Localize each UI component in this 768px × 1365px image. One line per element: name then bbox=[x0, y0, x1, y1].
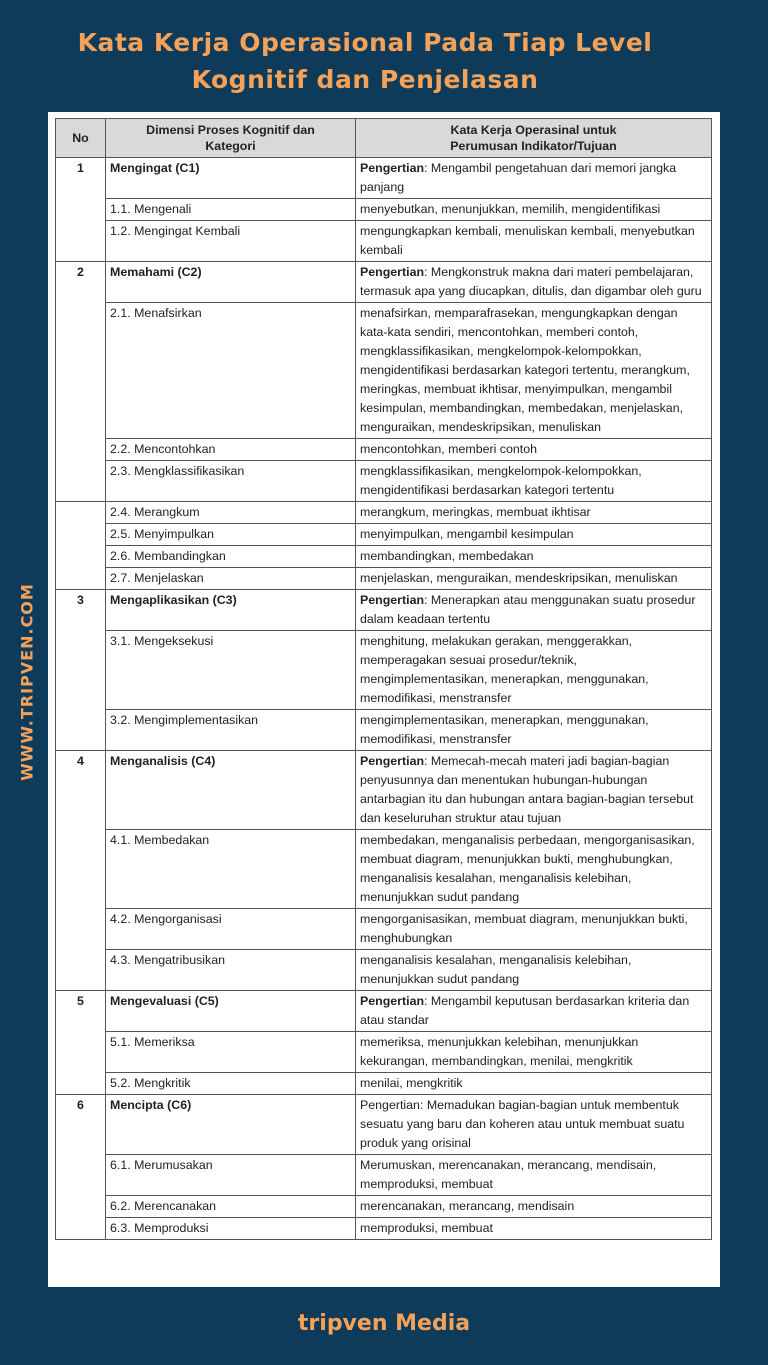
table-row bbox=[56, 262, 712, 303]
table-row bbox=[56, 1032, 712, 1073]
header-kata-line2: Perumusan Indikator/Tujuan bbox=[450, 139, 617, 153]
row-number-empty bbox=[56, 1155, 106, 1196]
table-row bbox=[56, 590, 712, 631]
category-cell: 2.1. Menafsirkan bbox=[106, 303, 356, 439]
level-name: Menganalisis (C4) bbox=[106, 751, 356, 830]
table-row bbox=[56, 568, 712, 590]
verbs-cell: menghitung, melakukan gerakan, menggerakkan, memperagakan sesuai prosedur/teknik, mengimplementasikan, menerapkan, menggunakan, memodifikasi, menstransfer bbox=[356, 631, 712, 710]
pengertian-label: Pengertian bbox=[360, 161, 425, 175]
row-number-empty bbox=[56, 524, 106, 546]
verbs-cell: merencanakan, merancang, mendisain bbox=[356, 1196, 712, 1218]
row-number-empty bbox=[56, 710, 106, 751]
level-name: Mengevaluasi (C5) bbox=[106, 991, 356, 1032]
pengertian-text: : Mengambil keputusan berdasarkan kriteria dan atau standar bbox=[360, 994, 690, 1027]
verbs-cell: mengimplementasikan, menerapkan, menggunakan, memodifikasi, menstransfer bbox=[356, 710, 712, 751]
table-row bbox=[56, 546, 712, 568]
row-number: 3 bbox=[56, 590, 106, 631]
title-line-1: Kata Kerja Operasional Pada Tiap Level bbox=[77, 28, 653, 57]
row-number: 2 bbox=[56, 262, 106, 303]
verbs-cell: Merumuskan, merencanakan, merancang, mendisain, memproduksi, membuat bbox=[356, 1155, 712, 1196]
level-name: Mengingat (C1) bbox=[106, 158, 356, 199]
header-dimensi-line2: Kategori bbox=[205, 139, 256, 153]
verbs-cell: mencontohkan, memberi contoh bbox=[356, 439, 712, 461]
category-cell: 1.1. Mengenali bbox=[106, 199, 356, 221]
row-number-empty bbox=[56, 199, 106, 221]
header-dimensi bbox=[106, 119, 356, 158]
table-row bbox=[56, 439, 712, 461]
table-row bbox=[56, 1073, 712, 1095]
pengertian-cell: Pengertian: Memadukan bagian-bagian untuk membentuk sesuatu yang baru dan koheren atau untuk membuat suatu produk yang orisinal bbox=[356, 1095, 712, 1155]
table-row bbox=[56, 909, 712, 950]
table-header-row bbox=[56, 119, 712, 158]
header-kata-kerja bbox=[356, 119, 712, 158]
table-row bbox=[56, 502, 712, 524]
category-cell: 3.1. Mengeksekusi bbox=[106, 631, 356, 710]
row-number: 5 bbox=[56, 991, 106, 1032]
level-name: Mencipta (C6) bbox=[106, 1095, 356, 1155]
verbs-cell: memeriksa, menunjukkan kelebihan, menunjukkan kekurangan, membandingkan, menilai, mengkritik bbox=[356, 1032, 712, 1073]
verbs-cell: menilai, mengkritik bbox=[356, 1073, 712, 1095]
category-cell: 3.2. Mengimplementasikan bbox=[106, 710, 356, 751]
pengertian-cell bbox=[356, 590, 712, 631]
category-cell: 2.6. Membandingkan bbox=[106, 546, 356, 568]
table-row bbox=[56, 751, 712, 830]
row-number-empty bbox=[56, 1073, 106, 1095]
pengertian-text: : Menerapkan atau menggunakan suatu prosedur dalam keadaan tertentu bbox=[360, 593, 696, 626]
row-number-empty bbox=[56, 439, 106, 461]
category-cell: 6.2. Merencanakan bbox=[106, 1196, 356, 1218]
verbs-cell: menjelaskan, menguraikan, mendeskripsikan, menuliskan bbox=[356, 568, 712, 590]
pengertian-cell bbox=[356, 158, 712, 199]
verbs-cell: mengklassifikasikan, mengkelompok-kelompokkan, mengidentifikasi berdasarkan kategori tertentu bbox=[356, 461, 712, 502]
pengertian-cell bbox=[356, 751, 712, 830]
title-line-2: Kognitif dan Penjelasan bbox=[191, 65, 539, 94]
table-row bbox=[56, 461, 712, 502]
row-number-empty bbox=[56, 950, 106, 991]
verbs-cell: menyebutkan, menunjukkan, memilih, mengidentifikasi bbox=[356, 199, 712, 221]
verb-table bbox=[55, 118, 712, 1240]
row-number-empty bbox=[56, 221, 106, 262]
row-number: 6 bbox=[56, 1095, 106, 1155]
table-row bbox=[56, 199, 712, 221]
header-kata-line1: Kata Kerja Operasinal untuk bbox=[450, 123, 617, 137]
row-number-empty bbox=[56, 1218, 106, 1240]
verbs-cell: membedakan, menganalisis perbedaan, mengorganisasikan, membuat diagram, menunjukkan bukti, menghubungkan, menganalisis kesalahan, menganalisis kelebihan, menunjukkan sudut pandang bbox=[356, 830, 712, 909]
verbs-cell: mengungkapkan kembali, menuliskan kembali, menyebutkan kembali bbox=[356, 221, 712, 262]
category-cell: 1.2. Mengingat Kembali bbox=[106, 221, 356, 262]
category-cell: 2.4. Merangkum bbox=[106, 502, 356, 524]
table-row bbox=[56, 1218, 712, 1240]
category-cell: 2.2. Mencontohkan bbox=[106, 439, 356, 461]
verbs-cell: menyimpulkan, mengambil kesimpulan bbox=[356, 524, 712, 546]
category-cell: 4.1. Membedakan bbox=[106, 830, 356, 909]
verbs-cell: merangkum, meringkas, membuat ikhtisar bbox=[356, 502, 712, 524]
table-row bbox=[56, 158, 712, 199]
table-row bbox=[56, 950, 712, 991]
row-number: 4 bbox=[56, 751, 106, 830]
row-number-empty bbox=[56, 461, 106, 502]
pengertian-text: : Mengambil pengetahuan dari memori jangka panjang bbox=[360, 161, 677, 194]
table-row bbox=[56, 303, 712, 439]
row-number-empty bbox=[56, 631, 106, 710]
pengertian-label: Pengertian bbox=[360, 265, 425, 279]
category-cell: 4.3. Mengatribusikan bbox=[106, 950, 356, 991]
category-cell: 2.7. Menjelaskan bbox=[106, 568, 356, 590]
pengertian-text: : Memecah-mecah materi jadi bagian-bagian penyusunnya dan menentukan hubungan-hubungan antarbagian itu dan hubungan antara bagian-bagian tersebut dan keseluruhan struktur atau tujuan bbox=[360, 754, 694, 825]
table-row bbox=[56, 1155, 712, 1196]
pengertian-cell bbox=[356, 991, 712, 1032]
category-cell: 6.3. Memproduksi bbox=[106, 1218, 356, 1240]
table-row bbox=[56, 221, 712, 262]
table-row bbox=[56, 631, 712, 710]
pengertian-label: Pengertian bbox=[360, 994, 425, 1008]
level-name: Mengaplikasikan (C3) bbox=[106, 590, 356, 631]
verbs-cell: menganalisis kesalahan, menganalisis kelebihan, menunjukkan sudut pandang bbox=[356, 950, 712, 991]
pengertian-text: : Mengkonstruk makna dari materi pembelajaran, termasuk apa yang diucapkan, ditulis, dan digambar oleh guru bbox=[360, 265, 702, 298]
row-number-empty bbox=[56, 568, 106, 590]
table-row bbox=[56, 524, 712, 546]
category-cell: 5.2. Mengkritik bbox=[106, 1073, 356, 1095]
verbs-cell: membandingkan, membedakan bbox=[356, 546, 712, 568]
category-cell: 5.1. Memeriksa bbox=[106, 1032, 356, 1073]
category-cell: 2.3. Mengklassifikasikan bbox=[106, 461, 356, 502]
category-cell: 6.1. Merumusakan bbox=[106, 1155, 356, 1196]
header-dimensi-line1: Dimensi Proses Kognitif dan bbox=[146, 123, 315, 137]
row-number-empty bbox=[56, 1032, 106, 1073]
row-number-empty bbox=[56, 830, 106, 909]
document-page bbox=[48, 112, 720, 1287]
row-number-empty bbox=[56, 502, 106, 524]
table-row bbox=[56, 830, 712, 909]
table-row bbox=[56, 1095, 712, 1155]
website-watermark: WWW.TRIPVEN.COM bbox=[17, 583, 37, 781]
row-number: 1 bbox=[56, 158, 106, 199]
footer-brand: tripven Media bbox=[297, 1311, 471, 1336]
row-number-empty bbox=[56, 546, 106, 568]
verbs-cell: menafsirkan, memparafrasekan, mengungkapkan dengan kata-kata sendiri, mencontohkan, memberi contoh, mengklassifikasikan, mengkelompok-kelompokkan, mengidentifikasi berdasarkan kategori tertentu, merangkum, meringkas, membuat ikhtisar, menyimpulkan, mengambil kesimpulan, membandingkan, membedakan, menjelaskan, menguraikan, mendeskripsikan, menuliskan bbox=[356, 303, 712, 439]
table-row bbox=[56, 991, 712, 1032]
level-name: Memahami (C2) bbox=[106, 262, 356, 303]
row-number-empty bbox=[56, 909, 106, 950]
row-number-empty bbox=[56, 303, 106, 439]
pengertian-label: Pengertian bbox=[360, 593, 425, 607]
pengertian-cell bbox=[356, 262, 712, 303]
header-no: No bbox=[56, 119, 106, 158]
table-row bbox=[56, 710, 712, 751]
table-row bbox=[56, 1196, 712, 1218]
category-cell: 2.5. Menyimpulkan bbox=[106, 524, 356, 546]
category-cell: 4.2. Mengorganisasi bbox=[106, 909, 356, 950]
row-number-empty bbox=[56, 1196, 106, 1218]
page-title bbox=[0, 24, 730, 98]
pengertian-label: Pengertian bbox=[360, 754, 425, 768]
verbs-cell: memproduksi, membuat bbox=[356, 1218, 712, 1240]
verbs-cell: mengorganisasikan, membuat diagram, menunjukkan bukti, menghubungkan bbox=[356, 909, 712, 950]
